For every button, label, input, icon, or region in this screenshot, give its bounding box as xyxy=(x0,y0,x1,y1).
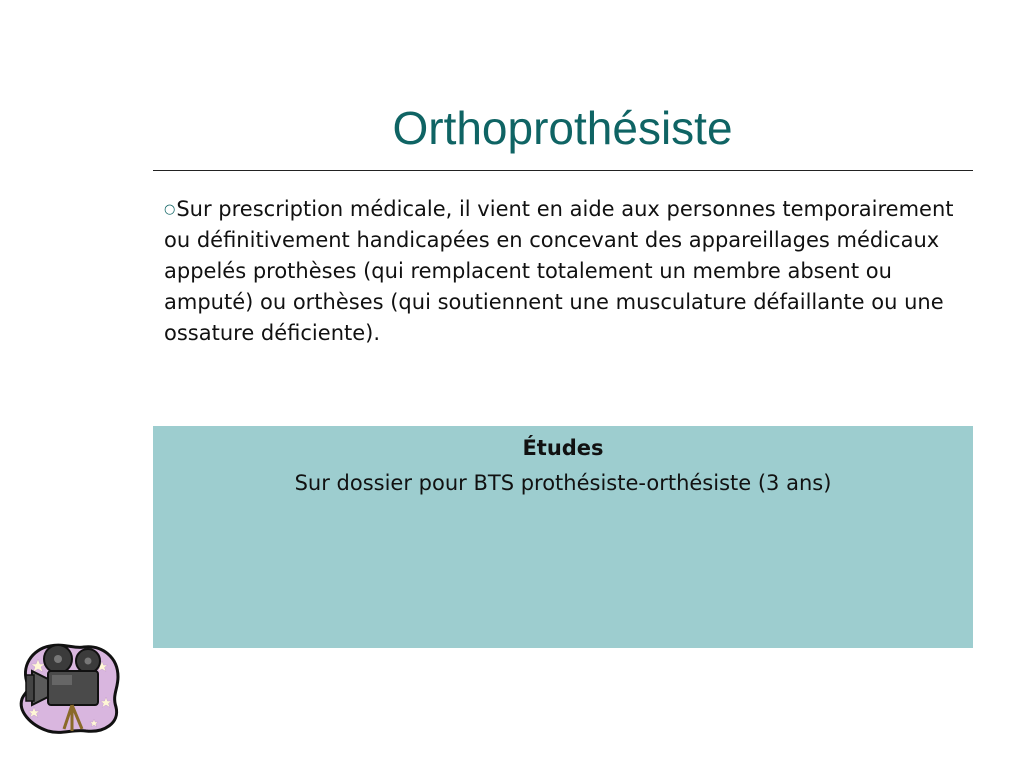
studies-heading: Études xyxy=(522,436,604,460)
studies-text: Sur dossier pour BTS prothésiste-orthésiste (3 ans) xyxy=(294,471,832,495)
studies-box xyxy=(153,426,973,648)
description-paragraph xyxy=(164,194,964,349)
slide-title: Orthoprothésiste xyxy=(392,102,733,154)
description-text: Sur prescription médicale, il vient en aide aux personnes temporairement ou définitivement handicapées en concevant des appareillages médicaux appelés prothèses (qui remplacent totalement un membre absent ou amputé) ou orthèses (qui soutiennent une musculature défaillante ou une ossature déficiente). xyxy=(164,197,954,345)
movie-camera-icon xyxy=(14,637,122,737)
bullet-circle-icon: ○ xyxy=(164,202,176,217)
title-divider xyxy=(153,170,973,171)
